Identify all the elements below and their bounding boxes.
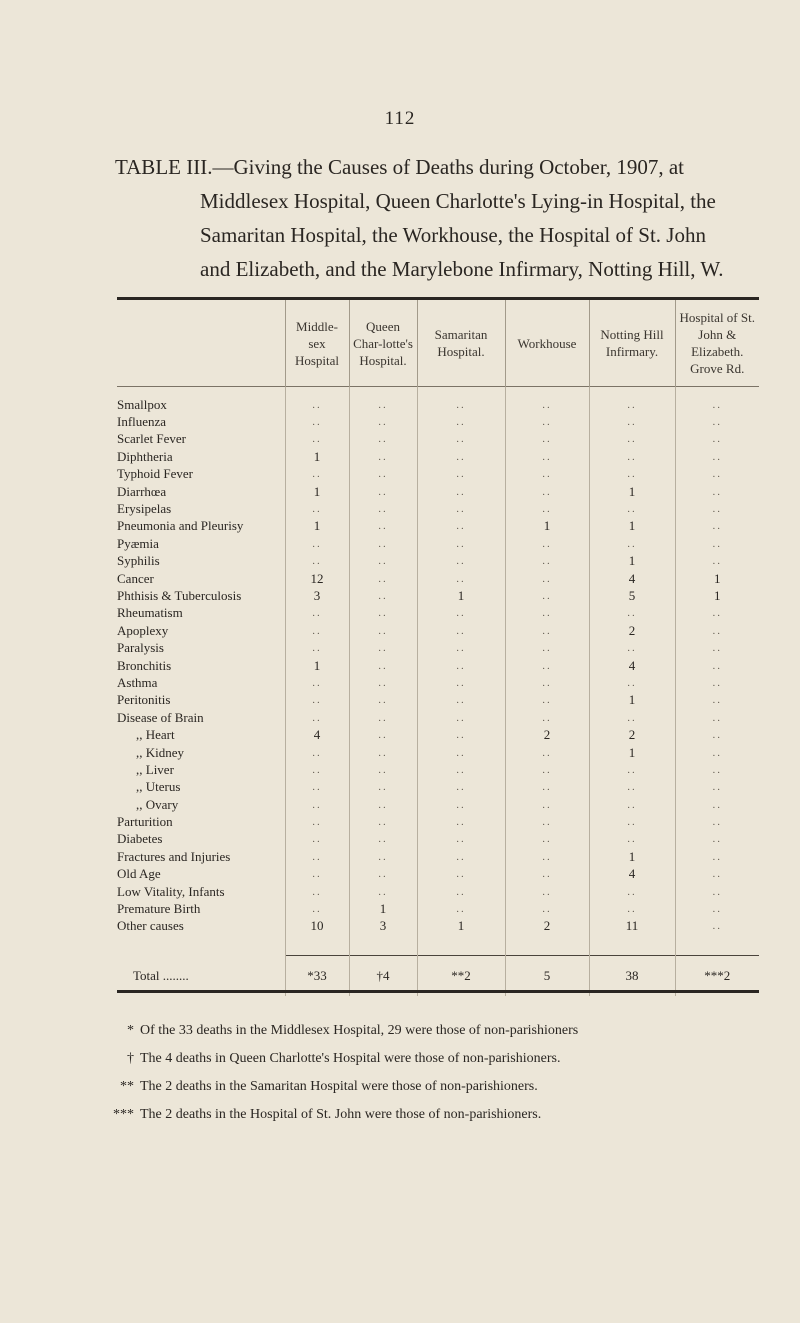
cause-label: ,, Liver — [136, 761, 174, 777]
value-cell: .. — [349, 639, 417, 656]
value-cell: 3 — [349, 918, 417, 935]
value-cell: .. — [505, 553, 589, 570]
value-cell: .. — [505, 466, 589, 483]
title-line: TABLE III.—Giving the Causes of Deaths during October, 1907, at — [115, 155, 685, 179]
value-cell: 1 — [285, 518, 349, 535]
value-cell: .. — [505, 535, 589, 552]
table-row — [117, 848, 759, 865]
table-row — [117, 396, 759, 413]
value-cell: .. — [349, 796, 417, 813]
value-cell: 1 — [285, 448, 349, 465]
value-cell: .. — [675, 726, 759, 743]
value-cell: 1 — [589, 692, 675, 709]
value-cell: .. — [675, 657, 759, 674]
footnote — [108, 1073, 758, 1101]
table-row — [117, 483, 759, 500]
value-cell: 4 — [285, 726, 349, 743]
value-cell: .. — [505, 883, 589, 900]
table-row — [117, 535, 759, 552]
header-cause — [117, 300, 285, 387]
value-cell: .. — [349, 431, 417, 448]
value-cell: .. — [675, 709, 759, 726]
value-cell: 2 — [505, 918, 589, 935]
value-cell: .. — [589, 605, 675, 622]
value-cell: 1 — [417, 918, 505, 935]
cause-label: Fractures and Injuries — [117, 848, 231, 864]
value-cell: .. — [589, 431, 675, 448]
value-cell: .. — [285, 779, 349, 796]
cause-label: ,, Heart — [136, 727, 175, 743]
value-cell: .. — [505, 483, 589, 500]
value-cell: .. — [505, 500, 589, 517]
value-cell: 1 — [675, 570, 759, 587]
table-row — [117, 622, 759, 639]
value-cell: .. — [417, 761, 505, 778]
cause-label: Pyæmia — [117, 535, 159, 551]
value-cell: 10 — [285, 918, 349, 935]
value-cell: .. — [285, 744, 349, 761]
value-cell: .. — [417, 866, 505, 883]
value-cell: 2 — [505, 726, 589, 743]
cause-label: Peritonitis — [117, 692, 171, 708]
value-cell: .. — [675, 796, 759, 813]
table-row — [117, 709, 759, 726]
value-cell: .. — [349, 413, 417, 430]
table-row — [117, 813, 759, 830]
total-cell: †4 — [349, 956, 417, 997]
title-line: Samaritan Hospital, the Workhouse, the Hospital of St. John — [200, 223, 706, 247]
value-cell: .. — [589, 796, 675, 813]
value-cell: .. — [349, 883, 417, 900]
value-cell: .. — [675, 831, 759, 848]
value-cell: .. — [285, 866, 349, 883]
footnote-mark: † — [127, 1051, 134, 1066]
table-row — [117, 796, 759, 813]
value-cell: .. — [589, 761, 675, 778]
value-cell: 1 — [675, 587, 759, 604]
value-cell: .. — [505, 831, 589, 848]
total-cell: **2 — [417, 956, 505, 997]
value-cell: .. — [417, 674, 505, 691]
footnote-mark: *** — [113, 1107, 134, 1122]
value-cell: .. — [417, 570, 505, 587]
value-cell: .. — [349, 500, 417, 517]
value-cell: .. — [675, 779, 759, 796]
cause-label: Syphilis — [117, 553, 160, 569]
value-cell: .. — [675, 396, 759, 413]
table-row — [117, 726, 759, 743]
table-row — [117, 674, 759, 691]
value-cell: .. — [349, 448, 417, 465]
cause-label: Rheumatism — [117, 605, 183, 621]
footnote-mark: * — [127, 1023, 134, 1038]
value-cell: 3 — [285, 587, 349, 604]
value-cell: .. — [675, 431, 759, 448]
value-cell: .. — [285, 813, 349, 830]
total-cell: ***2 — [675, 956, 759, 997]
value-cell: .. — [589, 883, 675, 900]
table-row — [117, 779, 759, 796]
value-cell: .. — [349, 518, 417, 535]
value-cell: .. — [417, 553, 505, 570]
value-cell: .. — [505, 431, 589, 448]
value-cell: 1 — [417, 587, 505, 604]
value-cell: .. — [417, 448, 505, 465]
value-cell: .. — [285, 709, 349, 726]
value-cell: 1 — [589, 483, 675, 500]
cause-label: Scarlet Fever — [117, 431, 186, 447]
value-cell: .. — [589, 779, 675, 796]
value-cell: .. — [417, 848, 505, 865]
value-cell: .. — [505, 761, 589, 778]
cause-label: Erysipelas — [117, 501, 172, 517]
table-row — [117, 761, 759, 778]
value-cell: .. — [349, 605, 417, 622]
value-cell: 1 — [589, 744, 675, 761]
cause-label: ,, Kidney — [136, 744, 185, 760]
value-cell: .. — [589, 831, 675, 848]
value-cell: .. — [417, 500, 505, 517]
value-cell: 4 — [589, 570, 675, 587]
cause-label: Paralysis — [117, 640, 164, 656]
table-row — [117, 866, 759, 883]
value-cell: .. — [675, 639, 759, 656]
table-row — [117, 448, 759, 465]
value-cell: .. — [349, 692, 417, 709]
value-cell: .. — [349, 744, 417, 761]
value-cell: .. — [285, 413, 349, 430]
value-cell: .. — [285, 639, 349, 656]
table-row — [117, 570, 759, 587]
page-number: 112 — [384, 108, 416, 129]
header-st-john: Hospital of St. John & Elizabeth. Grove Rd. — [675, 300, 759, 387]
value-cell: .. — [675, 848, 759, 865]
value-cell: .. — [505, 639, 589, 656]
value-cell: .. — [349, 866, 417, 883]
value-cell: .. — [417, 709, 505, 726]
value-cell: .. — [675, 883, 759, 900]
value-cell: .. — [505, 448, 589, 465]
value-cell: .. — [505, 744, 589, 761]
value-cell: .. — [589, 813, 675, 830]
cause-label: Disease of Brain — [117, 709, 204, 725]
total-cell: 38 — [589, 956, 675, 997]
value-cell: .. — [505, 796, 589, 813]
table-row — [117, 587, 759, 604]
table-row — [117, 553, 759, 570]
value-cell: .. — [349, 779, 417, 796]
value-cell: 4 — [589, 866, 675, 883]
value-cell: .. — [285, 900, 349, 917]
value-cell: .. — [589, 900, 675, 917]
value-cell: .. — [675, 483, 759, 500]
value-cell: .. — [349, 831, 417, 848]
value-cell: .. — [675, 866, 759, 883]
value-cell: .. — [505, 396, 589, 413]
value-cell: .. — [349, 535, 417, 552]
value-cell: .. — [349, 483, 417, 500]
value-cell: .. — [349, 726, 417, 743]
value-cell: 12 — [285, 570, 349, 587]
table-row — [117, 639, 759, 656]
footnote-mark: ** — [120, 1079, 134, 1094]
value-cell: .. — [505, 866, 589, 883]
total-cell: 5 — [505, 956, 589, 997]
value-cell: .. — [349, 674, 417, 691]
value-cell: .. — [417, 483, 505, 500]
value-cell: .. — [285, 692, 349, 709]
footnote — [108, 1101, 758, 1129]
value-cell: .. — [285, 431, 349, 448]
value-cell: .. — [675, 413, 759, 430]
value-cell: 1 — [505, 518, 589, 535]
value-cell: .. — [417, 692, 505, 709]
footnote-text: The 2 deaths in the Samaritan Hospital were those of non-parishioners. — [140, 1079, 538, 1094]
cause-label: Diabetes — [117, 831, 163, 847]
value-cell: .. — [417, 639, 505, 656]
value-cell: .. — [589, 396, 675, 413]
header-queen-charlotte: Queen Char-lotte's Hospital. — [349, 300, 417, 387]
value-cell: .. — [675, 518, 759, 535]
spacer-row — [117, 387, 759, 397]
title-line: Middlesex Hospital, Queen Charlotte's Lying-in Hospital, the — [200, 189, 716, 213]
value-cell: .. — [417, 396, 505, 413]
value-cell: .. — [349, 709, 417, 726]
value-cell: .. — [417, 466, 505, 483]
value-cell: .. — [417, 535, 505, 552]
value-cell: .. — [675, 674, 759, 691]
value-cell: .. — [505, 674, 589, 691]
value-cell: 1 — [349, 900, 417, 917]
value-cell: .. — [349, 761, 417, 778]
value-cell: .. — [285, 883, 349, 900]
value-cell: .. — [417, 431, 505, 448]
value-cell: .. — [505, 622, 589, 639]
footnote-text: The 2 deaths in the Hospital of St. John were those of non-parishioners. — [140, 1107, 542, 1122]
cause-label: Phthisis & Tuberculosis — [117, 587, 242, 603]
value-cell: .. — [675, 500, 759, 517]
value-cell: .. — [675, 466, 759, 483]
table-row — [117, 518, 759, 535]
value-cell: .. — [589, 674, 675, 691]
value-cell: .. — [417, 813, 505, 830]
spacer-row — [117, 935, 759, 956]
value-cell: .. — [505, 605, 589, 622]
value-cell: .. — [589, 466, 675, 483]
value-cell: .. — [285, 605, 349, 622]
value-cell: 5 — [589, 587, 675, 604]
value-cell: .. — [349, 813, 417, 830]
value-cell: .. — [349, 587, 417, 604]
value-cell: .. — [349, 570, 417, 587]
value-cell: 2 — [589, 726, 675, 743]
value-cell: .. — [285, 500, 349, 517]
cause-label: Influenza — [117, 414, 167, 430]
value-cell: .. — [505, 779, 589, 796]
value-cell: 1 — [589, 518, 675, 535]
value-cell: .. — [675, 535, 759, 552]
value-cell: .. — [675, 692, 759, 709]
value-cell: .. — [417, 726, 505, 743]
value-cell: .. — [349, 553, 417, 570]
value-cell: .. — [285, 761, 349, 778]
value-cell: .. — [285, 553, 349, 570]
cause-label: Low Vitality, Infants — [117, 883, 225, 899]
value-cell: .. — [349, 622, 417, 639]
value-cell: .. — [589, 448, 675, 465]
footnote — [108, 1017, 758, 1045]
value-cell: .. — [417, 831, 505, 848]
table-row — [117, 605, 759, 622]
header-samaritan: Samaritan Hospital. — [417, 300, 505, 387]
value-cell: .. — [675, 744, 759, 761]
cause-label: Smallpox — [117, 396, 167, 412]
value-cell: .. — [505, 413, 589, 430]
value-cell: .. — [285, 848, 349, 865]
value-cell: .. — [285, 622, 349, 639]
value-cell: 2 — [589, 622, 675, 639]
value-cell: .. — [349, 466, 417, 483]
value-cell: .. — [675, 622, 759, 639]
value-cell: .. — [349, 657, 417, 674]
table-row — [117, 431, 759, 448]
table-title — [115, 150, 740, 286]
value-cell: .. — [589, 500, 675, 517]
value-cell: .. — [589, 535, 675, 552]
value-cell: .. — [417, 518, 505, 535]
value-cell: .. — [285, 674, 349, 691]
bottom-rule — [117, 990, 759, 993]
cause-label: ,, Ovary — [136, 796, 179, 812]
table-row — [117, 918, 759, 935]
cause-label: Bronchitis — [117, 657, 172, 673]
value-cell: .. — [417, 605, 505, 622]
cause-label: Asthma — [117, 674, 158, 690]
value-cell: .. — [505, 692, 589, 709]
value-cell: .. — [285, 796, 349, 813]
value-cell: .. — [675, 813, 759, 830]
value-cell: .. — [505, 709, 589, 726]
footnotes — [108, 1017, 758, 1129]
cause-label: Typhoid Fever — [117, 466, 193, 482]
total-label: Total ........ — [133, 967, 189, 983]
cause-label: Apoplexy — [117, 622, 169, 638]
title-line: and Elizabeth, and the Marylebone Infirmary, Notting Hill, W. — [200, 257, 724, 281]
value-cell: .. — [285, 535, 349, 552]
value-cell: .. — [675, 900, 759, 917]
value-cell: 1 — [589, 553, 675, 570]
value-cell: .. — [285, 396, 349, 413]
value-cell: .. — [505, 587, 589, 604]
table-row — [117, 883, 759, 900]
value-cell: 1 — [285, 483, 349, 500]
cause-label: Other causes — [117, 918, 184, 934]
table-row — [117, 500, 759, 517]
value-cell: .. — [417, 796, 505, 813]
value-cell: 11 — [589, 918, 675, 935]
value-cell: .. — [349, 848, 417, 865]
cause-label: Old Age — [117, 866, 161, 882]
header-middlesex: Middle-sex Hospital — [285, 300, 349, 387]
value-cell: .. — [675, 448, 759, 465]
value-cell: .. — [285, 466, 349, 483]
table-row — [117, 413, 759, 430]
value-cell: 4 — [589, 657, 675, 674]
value-cell: .. — [505, 813, 589, 830]
table-row — [117, 744, 759, 761]
value-cell: .. — [505, 570, 589, 587]
value-cell: .. — [349, 396, 417, 413]
cause-label: Diphtheria — [117, 448, 173, 464]
causes-of-death-table — [117, 300, 759, 996]
footnote-text: Of the 33 deaths in the Middlesex Hospital, 29 were those of non-parishioners — [140, 1023, 579, 1038]
table-row — [117, 900, 759, 917]
value-cell: .. — [505, 848, 589, 865]
table-row — [117, 831, 759, 848]
cause-label: Pneumonia and Pleurisy — [117, 518, 244, 534]
value-cell: .. — [589, 639, 675, 656]
value-cell: .. — [285, 831, 349, 848]
header-workhouse: Workhouse — [505, 300, 589, 387]
footnote-text: The 4 deaths in Queen Charlotte's Hospital were those of non-parishioners. — [140, 1051, 561, 1066]
table-body — [117, 387, 759, 936]
value-cell: .. — [417, 744, 505, 761]
value-cell: .. — [675, 918, 759, 935]
table-row — [117, 657, 759, 674]
value-cell: .. — [505, 657, 589, 674]
header-notting-hill: Notting Hill Infirmary. — [589, 300, 675, 387]
cause-label: Diarrhœa — [117, 483, 167, 499]
value-cell: .. — [505, 900, 589, 917]
value-cell: .. — [417, 657, 505, 674]
value-cell: .. — [675, 605, 759, 622]
table-row — [117, 466, 759, 483]
value-cell: 1 — [285, 657, 349, 674]
value-cell: 1 — [589, 848, 675, 865]
value-cell: .. — [417, 622, 505, 639]
total-cell: *33 — [285, 956, 349, 997]
footnote — [108, 1045, 758, 1073]
value-cell: .. — [589, 413, 675, 430]
cause-label: ,, Uterus — [136, 779, 181, 795]
value-cell: .. — [417, 779, 505, 796]
value-cell: .. — [417, 900, 505, 917]
value-cell: .. — [589, 709, 675, 726]
table-row — [117, 692, 759, 709]
value-cell: .. — [675, 761, 759, 778]
cause-label: Premature Birth — [117, 901, 201, 917]
value-cell: .. — [675, 553, 759, 570]
value-cell: .. — [417, 883, 505, 900]
header-row — [117, 300, 759, 387]
cause-label: Parturition — [117, 814, 173, 830]
value-cell: .. — [417, 413, 505, 430]
cause-label: Cancer — [117, 570, 154, 586]
